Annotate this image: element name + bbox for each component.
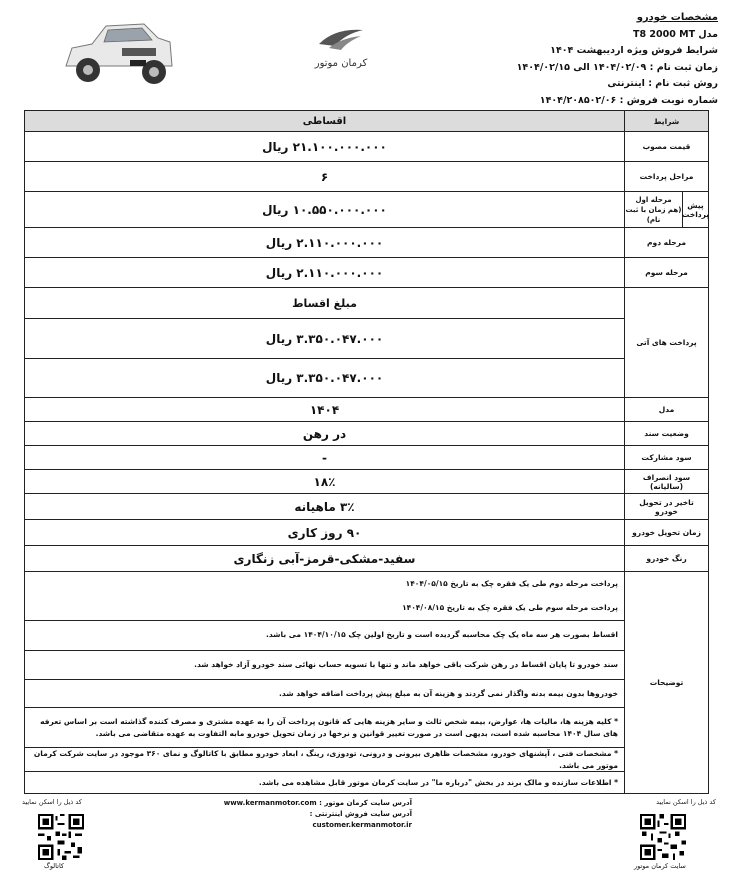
table-header-row <box>25 111 708 131</box>
qr-caption-right: سایت کرمان موتور <box>634 862 686 870</box>
row-label: مرحله دوم <box>624 228 708 257</box>
installment-value: ۳.۳۵۰.۰۴۷.۰۰۰ ریال <box>25 318 624 358</box>
prepayment-outer-label: پیش پرداخت <box>682 192 708 227</box>
row-value: - <box>322 450 327 465</box>
row-label: رنگ خودرو <box>624 546 708 571</box>
row-label: مراحل پرداخت <box>624 162 708 191</box>
table-row <box>25 131 708 161</box>
row-value: ۱۴۰۴ <box>309 402 340 417</box>
future-payments-row <box>25 287 708 397</box>
registration-method: روش ثبت نام : اینترنتی <box>607 78 718 89</box>
note-item: خودروها بدون بیمه بدنه واگذار نمی گردند و هزینه آن به مبلغ پیش پرداخت اضافه خواهد شد. <box>25 679 624 707</box>
addresses <box>212 798 412 831</box>
row-value: ۲.۱۱۰.۰۰۰.۰۰۰ ریال <box>265 265 384 280</box>
table-row <box>25 469 708 493</box>
row-label: وضعیت سند <box>624 422 708 445</box>
installment-amount-header: مبلغ اقساط <box>292 296 357 310</box>
notes-row <box>25 571 708 793</box>
spec-block <box>508 10 718 109</box>
note-item: * کلیه هزینه ها، مالیات ها، عوارض، بیمه شخص ثالث و سایر هزینه هایی که قانون پرداخت آن را به عهده مشتری و مصرف کننده گذاشته است بر اساس تعرفه های سال ۱۴۰۴ محاسبه شده است، بدیهی است در صورت تغییر قوانین و نرخها در زمان تحویل خودرو مابه التفاوت به عهده متقاضی می باشد. <box>25 707 624 747</box>
table-row <box>25 161 708 191</box>
table-row <box>25 397 708 421</box>
note-item: * اطلاعات سازنده و مالک برند در بخش "درباره ما" در سایت کرمان موتور قابل مشاهده می باشد. <box>25 771 624 793</box>
table-row <box>25 445 708 469</box>
row-value: ۹۰ روز کاری <box>287 525 362 540</box>
row-value: ۶ <box>320 169 329 184</box>
stage-one-label: مرحله اول <box>635 195 672 204</box>
table-row <box>25 257 708 287</box>
row-value: ۲۱.۱۰۰.۰۰۰.۰۰۰ ریال <box>262 139 387 154</box>
table-row <box>25 493 708 519</box>
prepayment-inner-label <box>625 192 682 227</box>
table-row <box>25 227 708 257</box>
spec-title: مشخصات خودرو <box>636 12 718 23</box>
pickup-truck-image <box>58 8 176 98</box>
sale-turn-number: شماره نوبت فروش : ۱۴۰۴/۲۰۸۵۰۲/۰۶ <box>539 94 718 106</box>
future-payments-label: پرداخت های آتی <box>624 288 708 397</box>
logo-text: کرمان موتور <box>314 58 368 69</box>
row-value: ۱۸٪ <box>313 474 336 489</box>
row-value: ۳٪ ماهیانه <box>294 499 355 514</box>
note-item: پرداخت مرحله سوم طی یک فقره چک به تاریخ ۱۴۰۴/۰۸/۱۵ <box>402 602 618 612</box>
document-header <box>0 0 732 112</box>
row-value: سفید-مشکی-قرمز-آبی زنگاری <box>233 551 416 566</box>
table-row <box>25 421 708 445</box>
header-value: اقساطی <box>25 111 624 131</box>
website-qr-code[interactable] <box>640 814 686 860</box>
document-footer <box>0 796 732 873</box>
row-label: زمان تحویل خودرو <box>624 520 708 545</box>
row-label: مرحله سوم <box>624 258 708 287</box>
sale-terms: شرایط فروش ویژه اردیبهشت ۱۴۰۴ <box>550 45 718 56</box>
note-item: * مشخصات فنی ، آپشنهای خودرو، مشخصات ظاهری بیرونی و درونی، تودوزی، رینگ ، ابعاد خودرو مطابق با کاتالوگ و نمای ۳۶۰ موجود در سایت شرکت کرمان موتور می باشد. <box>25 747 624 771</box>
installment-value: ۳.۳۵۰.۰۴۷.۰۰۰ ریال <box>25 358 624 397</box>
row-label: تاخیر در تحویل خودرو <box>624 494 708 519</box>
notes-label: توضیحات <box>624 572 708 793</box>
row-value: ۲.۱۱۰.۰۰۰.۰۰۰ ریال <box>265 235 384 250</box>
row-label: مدل <box>624 398 708 421</box>
scan-caption-right: کد ذیل را اسکن نمایید <box>656 798 716 806</box>
row-label: قیمت مصوب <box>624 132 708 161</box>
prepayment-label <box>624 192 708 227</box>
conditions-table <box>24 110 709 794</box>
qr-caption-left: کاتالوگ <box>44 862 65 870</box>
row-value: در رهن <box>302 426 347 441</box>
model-line: مدل T8 2000 MT <box>632 28 718 40</box>
site-address: آدرس سایت کرمان موتور : www.kermanmotor.com <box>223 799 412 807</box>
row-value: ۱۰.۵۵۰.۰۰۰.۰۰۰ ریال <box>262 202 387 217</box>
notes-list <box>25 572 624 793</box>
stage-one-sub: (هم زمان با ثبت نام) <box>625 205 682 224</box>
note-item: اقساط بصورت هر سه ماه یک چک محاسبه گردیده است و تاریخ اولین چک ۱۴۰۴/۱۰/۱۵ می باشد. <box>25 620 624 650</box>
row-label: سود انصراف (سالیانه) <box>624 470 708 493</box>
registration-time: زمان ثبت نام : ۱۴۰۴/۰۲/۰۹ الی ۱۴۰۴/۰۲/۱۵ <box>516 61 718 73</box>
catalog-qr-code[interactable] <box>38 814 84 860</box>
header-label: شرایط <box>624 111 708 131</box>
kerman-motor-logo <box>296 26 386 72</box>
future-payments-stack <box>25 288 624 397</box>
table-row <box>25 545 708 571</box>
sales-address: آدرس سایت فروش اینترنتی : customer.kermanmotor.ir <box>309 810 412 829</box>
row-label: سود مشارکت <box>624 446 708 469</box>
table-row <box>25 519 708 545</box>
note-item: پرداخت مرحله دوم طی یک فقره چک به تاریخ ۱۴۰۴/۰۵/۱۵ <box>405 578 618 588</box>
table-row <box>25 191 708 227</box>
note-item: سند خودرو تا پایان اقساط در رهن شرکت باقی خواهد ماند و تنها با تسویه حساب نهائی سند خودرو آزاد خواهد شد. <box>25 650 624 680</box>
scan-caption-left: کد ذیل را اسکن نمایید <box>22 798 82 806</box>
